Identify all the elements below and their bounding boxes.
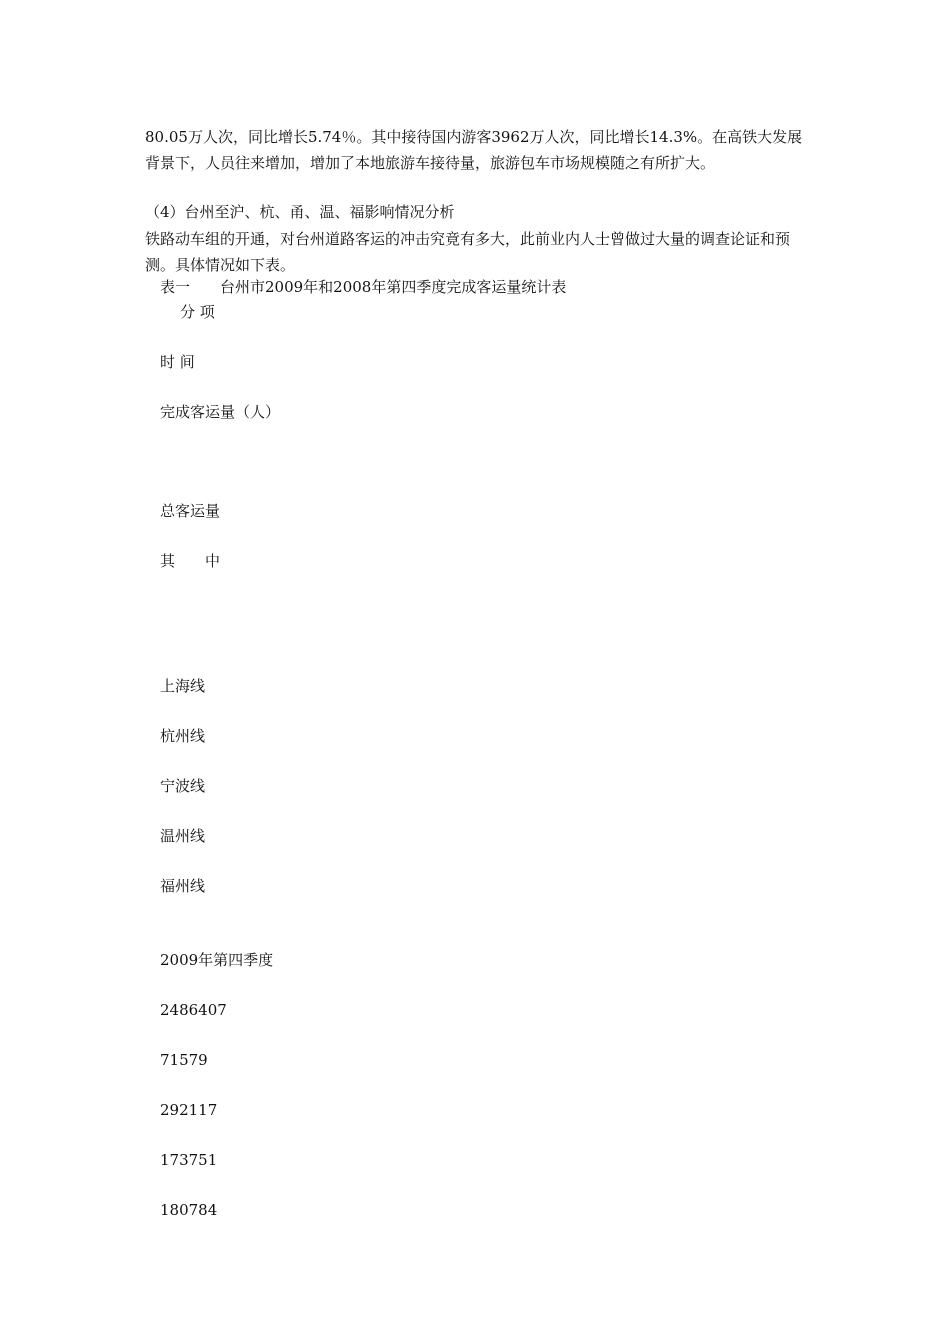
table-period-2009q4: 2009年第四季度 — [160, 951, 274, 969]
table-route-shanghai: 上海线 — [160, 677, 206, 695]
paragraph-railway-impact: 铁路动车组的开通，对台州道路客运的冲击究竟有多大，此前业内人士曾做过大量的调查论证和预测。具体情况如下表。 — [145, 230, 791, 274]
table-route-ningbo: 宁波线 — [160, 777, 206, 795]
table-row-total: 总客运量 — [160, 502, 221, 520]
table-route-hangzhou: 杭州线 — [160, 727, 206, 745]
table-header-volume: 完成客运量（人） — [160, 403, 281, 421]
table-value-shanghai: 71579 — [160, 1051, 208, 1069]
table-route-fuzhou: 福州线 — [160, 877, 206, 895]
table-value-wenzhou: 180784 — [160, 1201, 218, 1219]
paragraph-tourism-stats: 80.05万人次，同比增长5.74％。其中接待国内游客3962万人次，同比增长14.3%。在高铁大发展背景下，人员往来增加，增加了本地旅游车接待量，旅游包车市场规模随之有所扩大。 — [145, 128, 803, 172]
table-value-hangzhou: 292117 — [160, 1101, 218, 1119]
table-title: 表一 台州市2009年和2008年第四季度完成客运量统计表 — [160, 278, 567, 296]
section-heading-4: （4）台州至沪、杭、甬、温、福影响情况分析 — [145, 203, 455, 221]
table-row-among: 其 中 — [160, 552, 221, 570]
table-route-wenzhou: 温州线 — [160, 827, 206, 845]
table-value-ningbo: 173751 — [160, 1151, 218, 1169]
table-header-category: 分 项 — [180, 303, 215, 321]
table-value-total: 2486407 — [160, 1001, 227, 1019]
table-header-time: 时 间 — [160, 353, 195, 371]
